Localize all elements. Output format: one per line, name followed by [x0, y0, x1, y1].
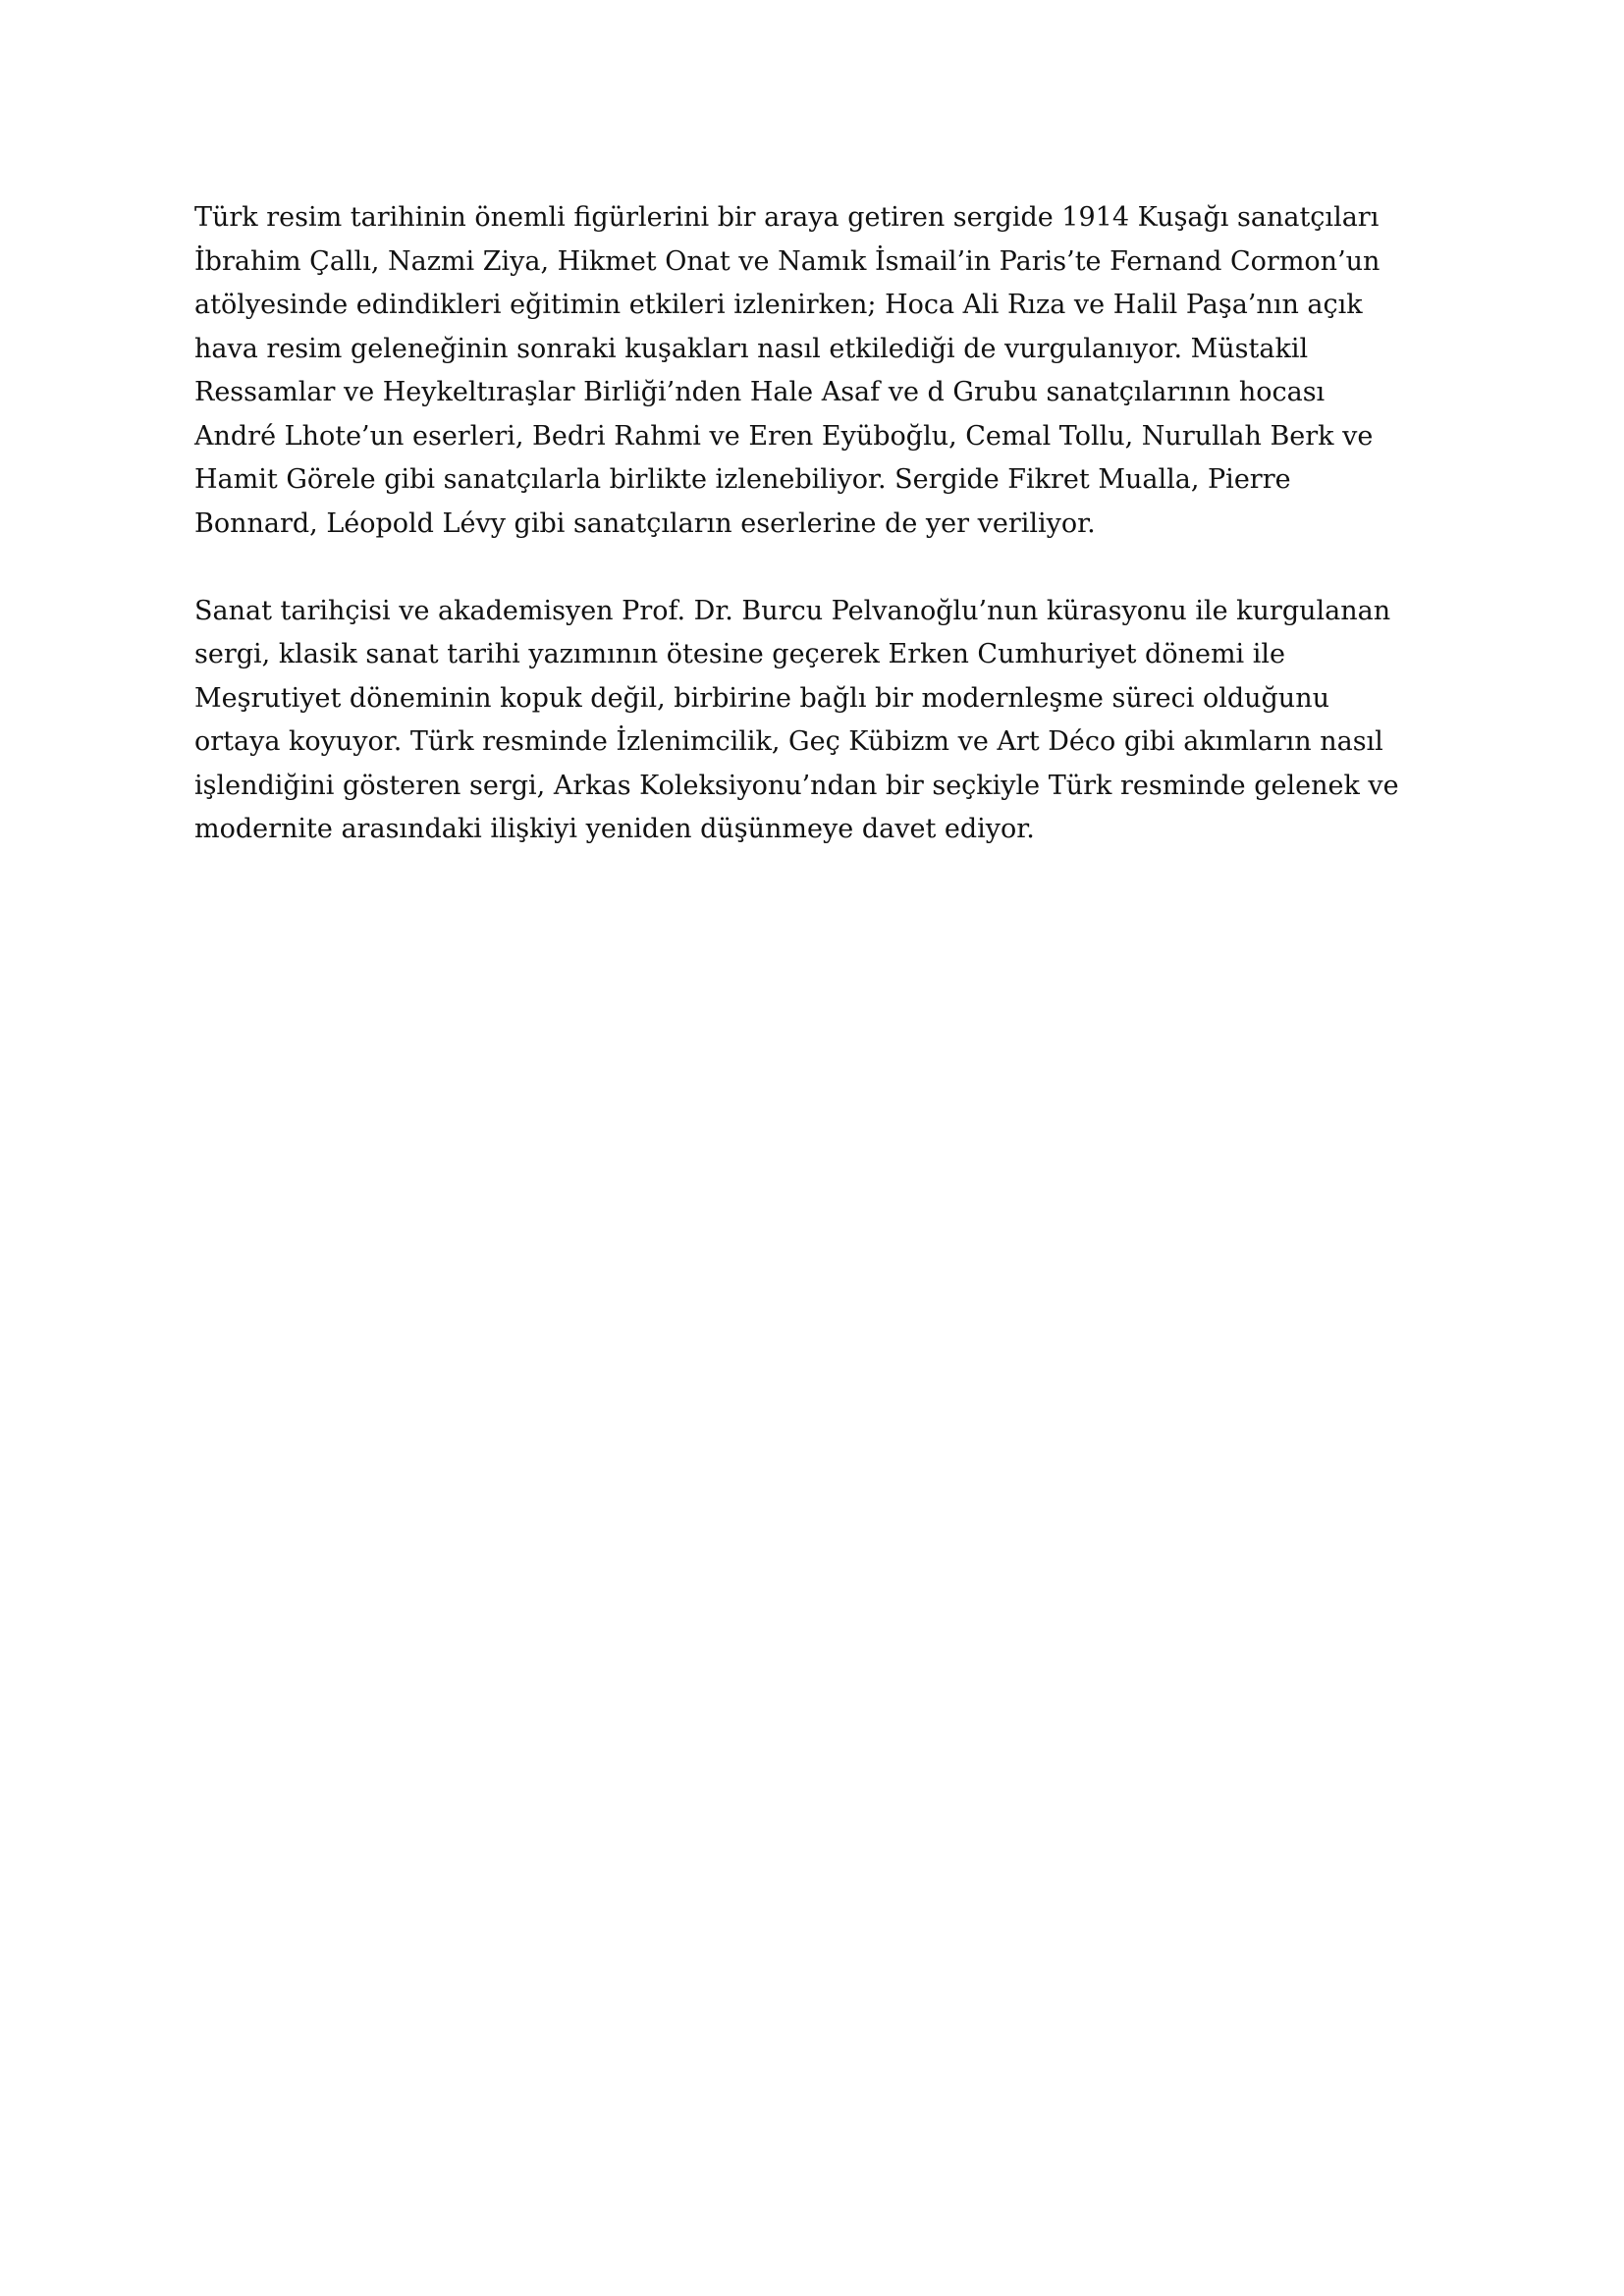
paragraph-line: Meşrutiyet döneminin kopuk değil, birbirine bağlı bir modernleşme süreci olduğunu — [194, 682, 1329, 714]
paragraph-line: işlendiğini gösteren sergi, Arkas Koleksiyonu’ndan bir seçkiyle Türk resminde gelenek ve — [194, 770, 1399, 801]
paragraph-line: modernite arasındaki ilişkiyi yeniden düşünmeye davet ediyor. — [194, 814, 1035, 844]
paragraph-line: Ressamlar ve Heykeltıraşlar Birliği’nden Hale Asaf ve d Grubu sanatçılarının hocası — [194, 377, 1326, 407]
paragraph-line: Bonnard, Léopold Lévy gibi sanatçıların eserlerine de yer veriliyor. — [194, 507, 1096, 539]
paragraph-line: Hamit Görele gibi sanatçılarla birlikte izlenebiliyor. Sergide Fikret Mualla, Pierre — [194, 464, 1291, 495]
paragraph-line: ortaya koyuyor. Türk resminde İzlenimcilik, Geç Kübizm ve Art Déco gibi akımların nasıl — [194, 726, 1383, 757]
paragraph-line: sergi, klasik sanat tarihi yazımının ötesine geçerek Erken Cumhuriyet dönemi ile — [194, 639, 1286, 669]
paragraph-line: Sanat tarihçisi ve akademisyen Prof. Dr. Burcu Pelvanoğlu’nun kürasyonu ile kurgulanan — [194, 595, 1391, 626]
paragraph-line: Türk resim tarihinin önemli figürlerini bir araya getiren sergide 1914 Kuşağı sanatçıları — [194, 202, 1380, 233]
paragraph-1 — [194, 196, 1441, 546]
paragraph-2 — [194, 590, 1441, 852]
paragraph-line: hava resim geleneğinin sonraki kuşakları nasıl etkilediği de vurgulanıyor. Müstakil — [194, 333, 1309, 364]
document-body — [194, 196, 1441, 852]
paragraph-line: İbrahim Çallı, Nazmi Ziya, Hikmet Onat ve Namık İsmail’in Paris’te Fernand Cormon’un — [194, 245, 1380, 277]
paragraph-line: André Lhote’un eserleri, Bedri Rahmi ve Eren Eyüboğlu, Cemal Tollu, Nurullah Berk ve — [194, 420, 1374, 452]
paragraph-line: atölyesinde edindikleri eğitimin etkileri izlenirken; Hoca Ali Rıza ve Halil Paşa’nın açık — [194, 290, 1363, 320]
